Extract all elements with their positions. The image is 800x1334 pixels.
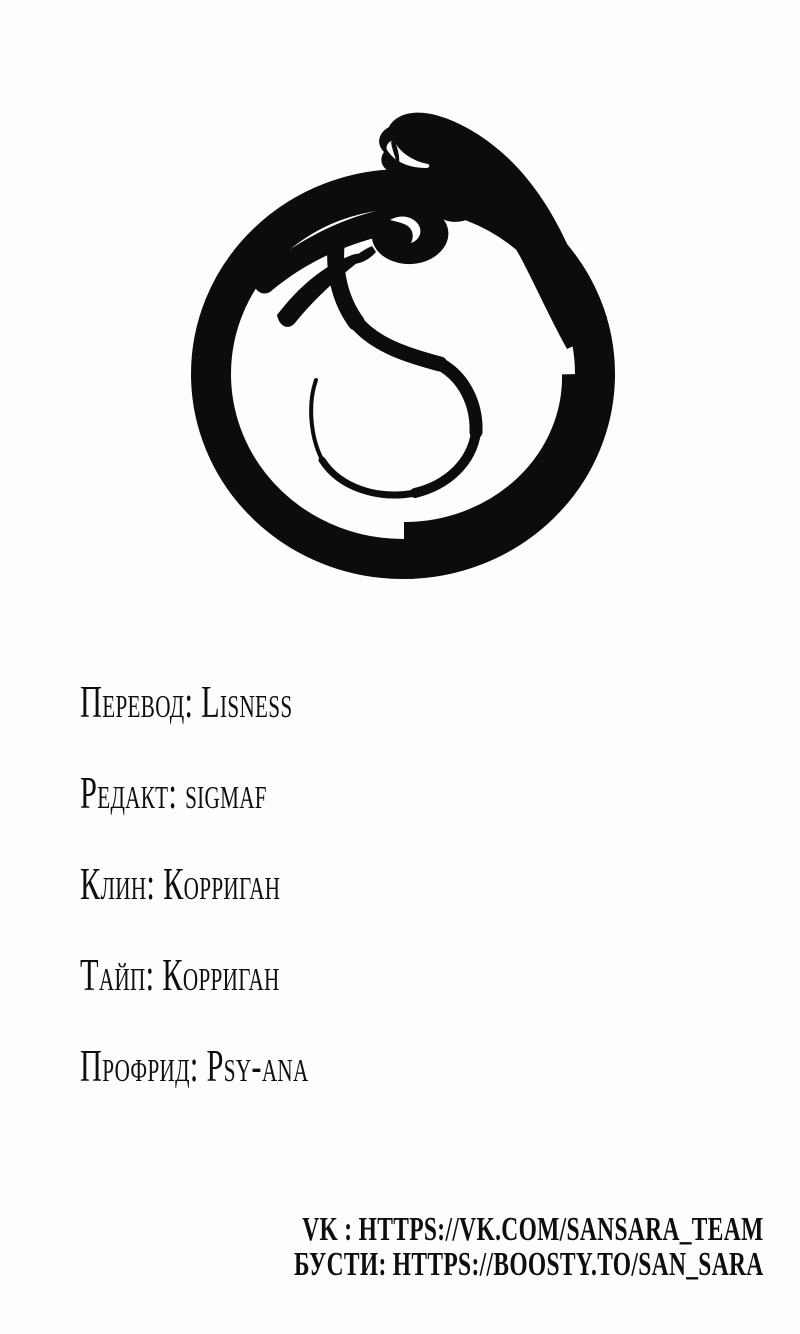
snake-tail-loop-bottom	[322, 460, 415, 495]
snake-tail-hook	[372, 205, 449, 264]
credit-line-proofreading: Профрид: Psy-ana	[80, 1040, 309, 1091]
credit-line-cleaning: Клин: Корриган	[80, 858, 281, 909]
team-links	[294, 1212, 764, 1282]
boosty-link-text: БУСТИ: HTTPS://BOOSTY.TO/SAN_SARA	[294, 1246, 764, 1283]
snake-tail-s-mid	[356, 322, 440, 364]
credit-line-typesetting: Тайп: Корриган	[80, 949, 280, 1000]
snake-tail-s-lower	[440, 364, 476, 432]
credits-list	[80, 676, 309, 1134]
snake-tail-loop-right	[415, 432, 476, 493]
vk-link-text: VK : HTTPS://VK.COM/SANSARA_TEAM	[302, 1211, 764, 1248]
snake-tail-loop-tip	[311, 380, 324, 463]
credit-line-translation: Перевод: Lisness	[80, 676, 293, 727]
ouroboros-snake-icon	[150, 90, 670, 620]
credit-line-editing: Редакт: sigmaf	[80, 767, 267, 818]
